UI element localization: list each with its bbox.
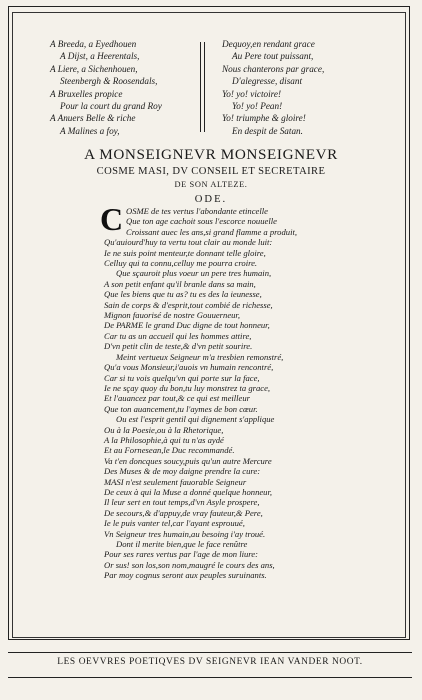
poem-line: Car tu as un accueil qui les hommes attire, [104, 330, 252, 341]
verse-line: Dequoy,en rendant grace [222, 39, 315, 49]
poem-line: Vn Seigneur tres humain,au besoing i'ay troué. [104, 528, 266, 539]
poem-line: Croissant auec les ans,si grand flamme a produit, [126, 226, 298, 237]
poem-line: Que les biens que tu as? tu es des la ieunesse, [104, 289, 262, 300]
verse-line: Nous chanterons par grace, [222, 63, 325, 74]
poem-line: Qu'a vous Monsieur,i'auois vn humain rencontré, [104, 362, 274, 373]
poem-line: Car si tu vois quelqu'vn qui porte sur la face, [104, 372, 260, 383]
verse-line: A Anuers Belle & riche [50, 113, 136, 124]
column-divider-left [200, 42, 201, 132]
verse-line: Yo! yo! Pean! [232, 101, 283, 112]
poem-line: Mignon fauorisé de nostre Gouuerneur, [104, 310, 240, 321]
poem-line: Meint vertueux Seigneur m'a tresbien remonstré, [116, 351, 284, 362]
dedication-subheading-2: DE SON ALTEZE. [174, 180, 248, 189]
verse-line: Yo! yo! victoire! [222, 88, 282, 99]
verse-line: Yo! triumphe & gloire! [222, 113, 306, 124]
running-footer: LES OEVVRES POETIQVES DV SEIGNEVR IEAN VANDER NOOT. [57, 657, 363, 667]
poem-line: Ie ne suis point menteur,te donnant telle gloire, [104, 247, 266, 258]
poem-line: Ie le puis vanter tel,car l'ayant esprouué, [104, 518, 245, 529]
poem-line: Celluy qui ta connu,celluy me pourra croire. [104, 258, 258, 269]
poem-line: Que ton auancement,tu l'aymes de bon cœur. [104, 403, 258, 414]
poem-line: Ou à la Poesie,ou à la Rhetorique, [104, 424, 224, 435]
verse-line: D'alegresse, disant [232, 76, 303, 87]
dedication-subheading: COSME MASI, DV CONSEIL ET SECRETAIRE [96, 166, 326, 177]
poem-line: Ou est l'esprit gentil qui dignement s'applique [116, 414, 275, 425]
poem-line: De ceux à qui la Muse a donné quelque honneur, [104, 486, 273, 497]
poem-line: MASI n'est seulement fauorable Seigneur [104, 476, 247, 487]
verse-line: Au Pere tout puissant, [232, 51, 314, 62]
ode-poem [104, 206, 404, 581]
poem-line: A la Philosophie,à qui tu n'as aydé [104, 434, 224, 445]
verse-line: Pour la court du grand Roy [60, 101, 162, 112]
verse-line: A Bruxelles propice [50, 88, 123, 99]
poem-line: Or sus! son los,son nom,maugré le cours des ans, [104, 559, 275, 570]
verse-line: A Dijst, a Heerentals, [60, 51, 140, 62]
poem-line: Dont il merite bien,que le face renûtre [116, 539, 248, 549]
poem-line: Sain de corps & d'esprit,tout combié de richesse, [104, 299, 273, 310]
poem-line: De secours,& d'appuy,de vray fauteur,& Pere, [104, 507, 263, 518]
poem-line: Par moy cognus seront aux peuples suruinants. [104, 570, 267, 581]
dedication-heading: A MONSEIGNEVR MONSEIGNEVR [84, 146, 338, 163]
poem-line: Que sçauroit plus voeur un pere tres humain, [116, 268, 272, 279]
poem-line: D'vn petit clin de teste,& d'vn petit sourire. [104, 341, 253, 352]
poem-line: Qu'auiourd'huy ta vertu tout clair au monde luit: [104, 237, 273, 248]
poem-line: OSME de tes vertus l'abondante etincelle [126, 206, 268, 216]
right-column-verse [222, 38, 382, 137]
left-column-verse [50, 38, 200, 137]
column-divider-right [204, 42, 205, 132]
poem-line: Il leur sert en tout temps,d'vn Asyle prospere, [104, 497, 260, 508]
verse-line: A Malines a foy, [60, 125, 120, 136]
poem-line: Des Muses & de moy daigne prendre la cure: [104, 466, 261, 477]
verse-line: Steenbergh & Roosendals, [60, 76, 158, 87]
drop-cap-letter: C [100, 201, 124, 237]
poem-line: Et au Fornesean,le Duc recommandé. [104, 445, 235, 456]
verse-line: A Breeda, a Eyedhouen [50, 39, 137, 49]
verse-line: A Liere, a Sichenhouen, [50, 63, 138, 74]
poem-line: Que ton age cachoit sous l'escorce nouuelle [126, 216, 277, 227]
poem-line: Va t'en doncques soucy,puis qu'un autre Mercure [104, 455, 272, 466]
poem-line: Pour ses rares vertus par l'age de mon liure: [104, 549, 258, 560]
poem-line: De PARME le grand Duc digne de tout honneur, [104, 320, 270, 331]
ode-title: ODE. [194, 194, 228, 205]
poem-line: Ie ne sçay quoy du bon,tu luy monstrez ta grace, [104, 382, 271, 393]
poem-line: A son petit enfant qu'il branle dans sa main, [104, 278, 256, 289]
poem-line: Et l'auancez par tout,& ce qui est meilleur [104, 393, 250, 404]
verse-line: En despit de Satan. [232, 125, 303, 136]
